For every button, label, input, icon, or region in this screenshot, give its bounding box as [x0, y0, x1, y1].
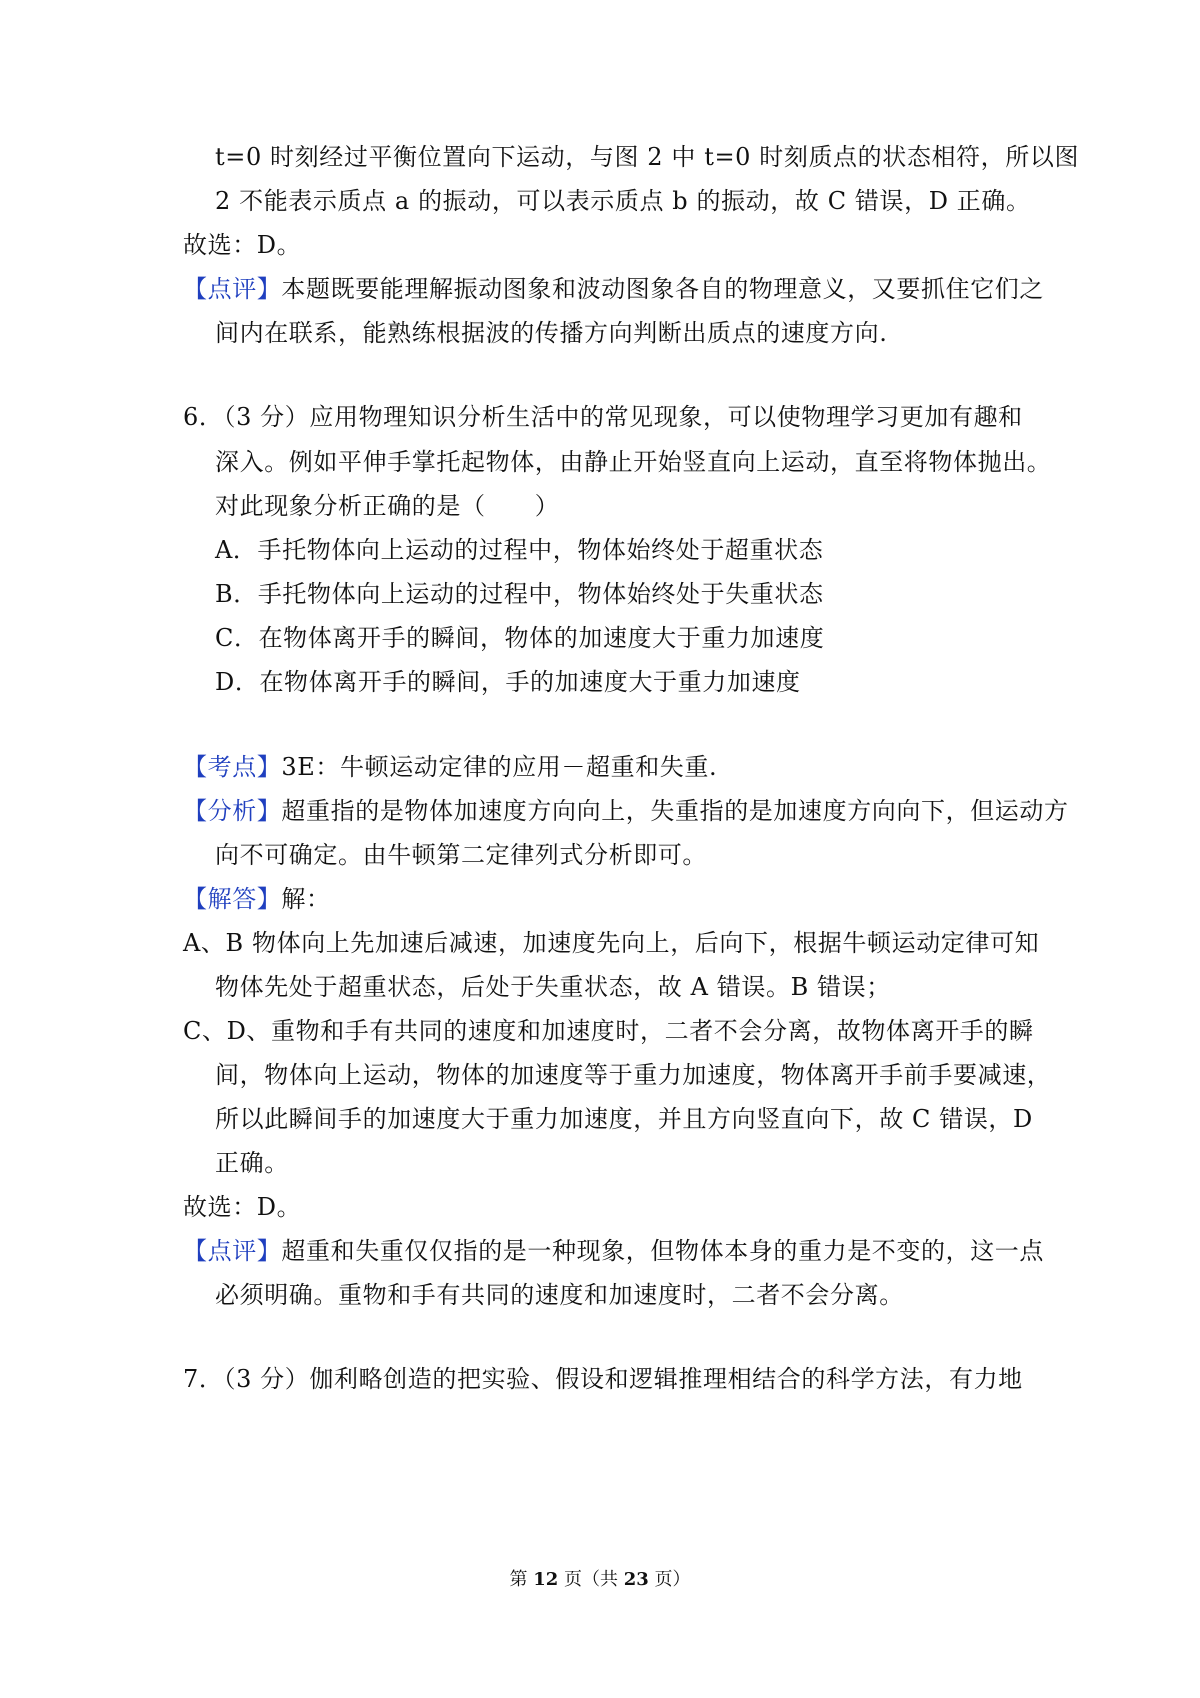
footer-prefix: 第: [509, 1569, 528, 1590]
q6-stem-line-2: 深入。例如平伸手掌托起物体，由静止开始竖直向上运动，直至将物体抛出。: [215, 448, 1052, 476]
prev-answer: 故选：D。: [183, 231, 302, 259]
fenxi-tag: 【分析】: [183, 797, 282, 825]
q6-comment-line-2: 必须明确。重物和手有共同的速度和加速度时，二者不会分离。: [215, 1281, 904, 1309]
q6-answer: 故选：D。: [183, 1193, 302, 1221]
q6-comment-line-1: [183, 1236, 1044, 1266]
prev-comment-text-1: 本题既要能理解振动图象和波动图象各自的物理意义，又要抓住它们之: [281, 275, 1045, 303]
page-footer: [0, 1568, 1200, 1592]
footer-mid: 页（共: [564, 1569, 618, 1590]
prev-analysis-line-2: 2 不能表示质点 a 的振动，可以表示质点 b 的振动，故 C 错误，D 正确。: [215, 187, 1031, 215]
q6-kaodian: [183, 752, 717, 782]
footer-suffix: 页）: [654, 1569, 691, 1590]
q6-fenxi-line-1: [183, 796, 1069, 826]
q6-comment-text-1: 超重和失重仅仅指的是一种现象，但物体本身的重力是不变的，这一点: [281, 1237, 1045, 1265]
jieda-text: 解：: [281, 885, 331, 913]
q6-fenxi-line-2: 向不可确定。由牛顿第二定律列式分析即可。: [215, 841, 707, 869]
q6-option-b: B．手托物体向上运动的过程中，物体始终处于失重状态: [215, 580, 824, 608]
kaodian-text: 3E：牛顿运动定律的应用－超重和失重.: [281, 753, 718, 781]
kaodian-tag: 【考点】: [183, 753, 282, 781]
q6-solution-line-6: 正确。: [215, 1149, 289, 1177]
fenxi-text-1: 超重指的是物体加速度方向向上，失重指的是加速度方向向下，但运动方: [281, 797, 1069, 825]
q6-solution-line-3: C、D、重物和手有共同的速度和加速度时，二者不会分离，故物体离开手的瞬: [183, 1017, 1034, 1045]
q6-solution-line-5: 所以此瞬间手的加速度大于重力加速度，并且方向竖直向下，故 C 错误，D: [215, 1105, 1033, 1133]
footer-total-pages: 23: [623, 1569, 649, 1590]
q6-option-c: C．在物体离开手的瞬间，物体的加速度大于重力加速度: [215, 624, 825, 652]
q6-solution-line-1: A、B 物体向上先加速后减速，加速度先向上，后向下，根据牛顿运动定律可知: [183, 929, 1040, 957]
q6-solution-line-4: 间，物体向上运动，物体的加速度等于重力加速度，物体离开手前手要减速，: [215, 1061, 1052, 1089]
prev-analysis-line-1: t=0 时刻经过平衡位置向下运动，与图 2 中 t=0 时刻质点的状态相符，所以图: [215, 143, 1080, 171]
comment-tag: 【点评】: [183, 1237, 282, 1265]
q7-stem-line-1: 7．（3 分）伽利略创造的把实验、假设和逻辑推理相结合的科学方法，有力地: [183, 1365, 1023, 1393]
comment-tag: 【点评】: [183, 275, 282, 303]
q6-stem-line-1: 6．（3 分）应用物理知识分析生活中的常见现象，可以使物理学习更加有趣和: [183, 403, 1023, 431]
q6-solution-line-2: 物体先处于超重状态，后处于失重状态，故 A 错误。B 错误；: [215, 973, 891, 1001]
jieda-tag: 【解答】: [183, 885, 282, 913]
q6-option-a: A．手托物体向上运动的过程中，物体始终处于超重状态: [215, 536, 824, 564]
prev-comment-line-2: 间内在联系，能熟练根据波的传播方向判断出质点的速度方向.: [215, 319, 888, 347]
prev-comment-line-1: [183, 274, 1044, 304]
q6-stem-line-3: 对此现象分析正确的是（ ）: [215, 492, 560, 520]
q6-option-d: D．在物体离开手的瞬间，手的加速度大于重力加速度: [215, 668, 801, 696]
q6-jieda: [183, 884, 331, 914]
footer-page-number: 12: [533, 1569, 559, 1590]
